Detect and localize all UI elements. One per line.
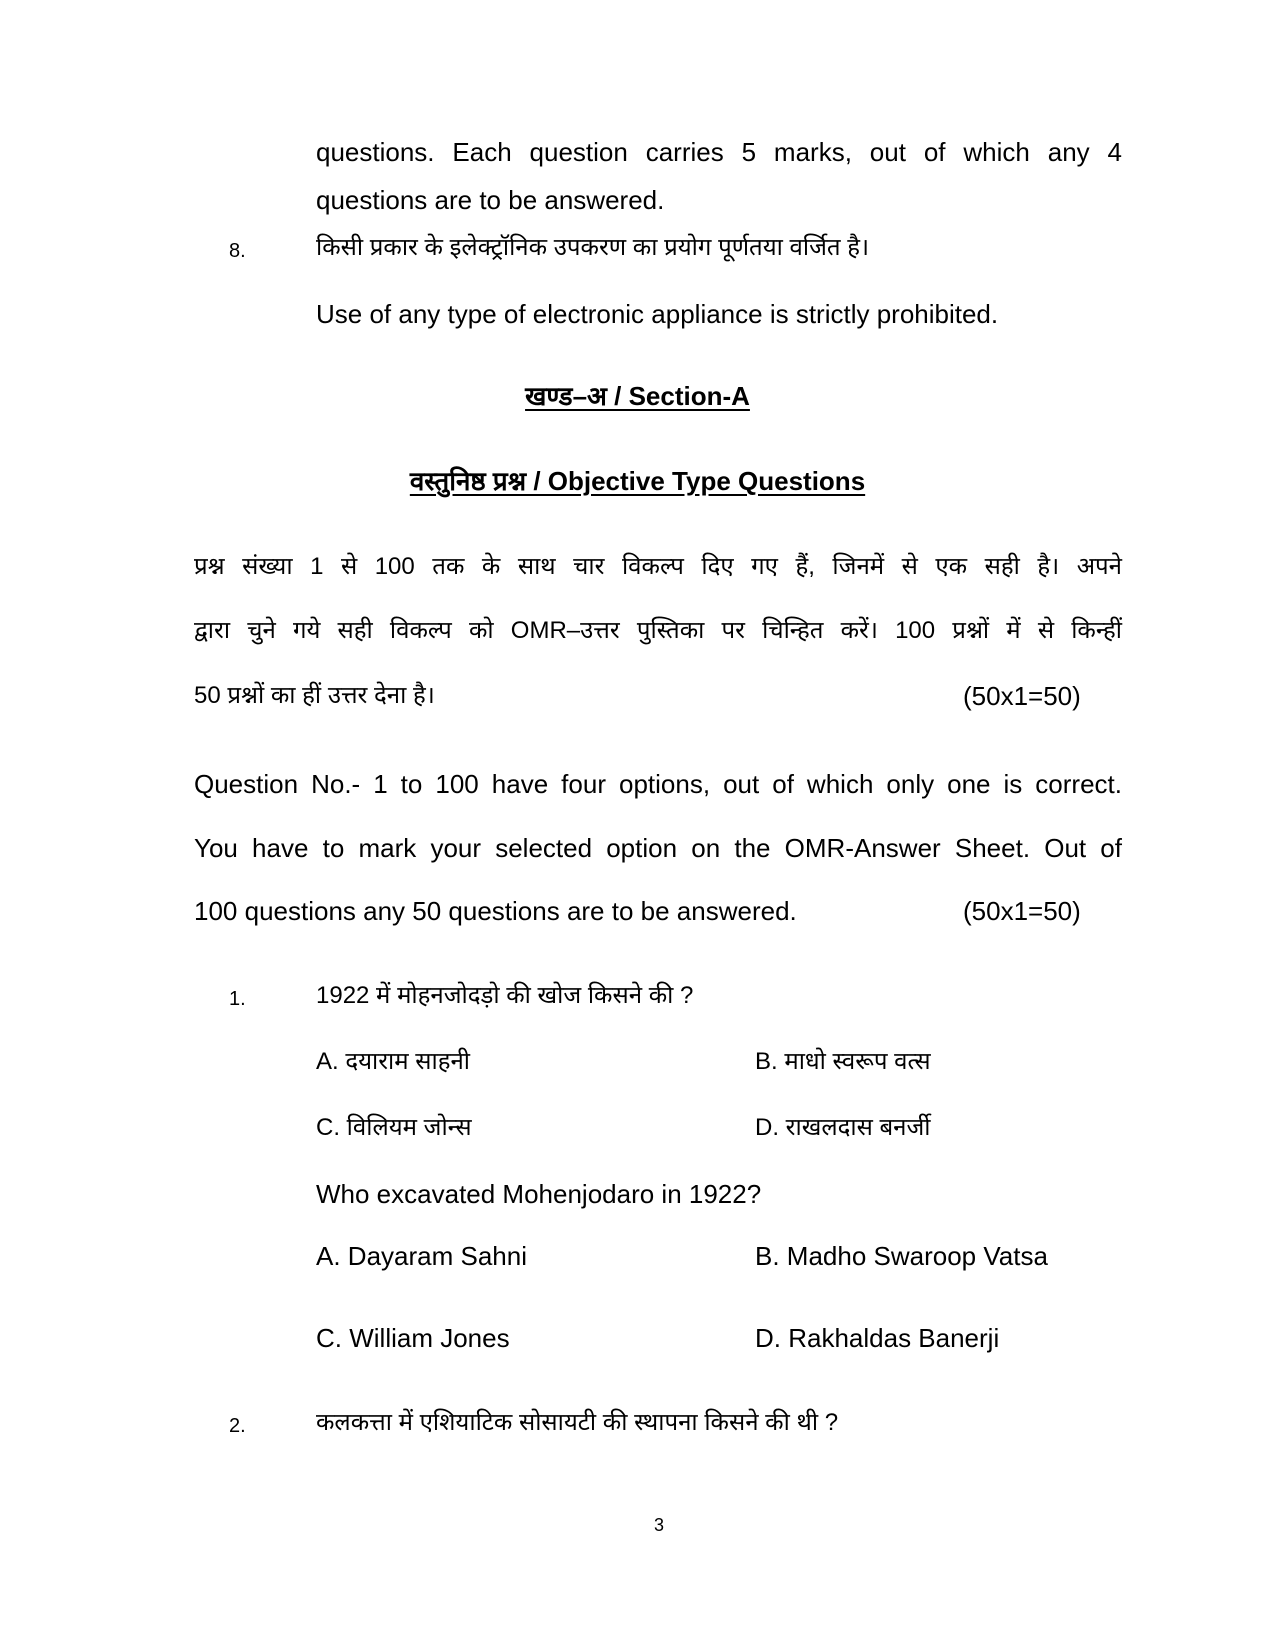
directions-english-line3: 100 questions any 50 questions are to be answered. (194, 896, 797, 926)
instruction-continuation-line1: questions. Each question carries 5 marks, out of which any 4 (316, 137, 1122, 167)
question-1-hindi-option-b: B. माधो स्वरूप वत्स (755, 1048, 931, 1075)
section-subheading (0, 465, 1275, 497)
page-number: 3 (653, 1515, 664, 1535)
directions-hindi-marks: (50x1=50) (963, 681, 1081, 711)
question-1-english-option-b: B. Madho Swaroop Vatsa (755, 1241, 1048, 1271)
question-1-hindi-option-c: C. विलियम जोन्स (316, 1114, 472, 1141)
question-2-number: 2. (229, 1415, 246, 1437)
question-1-english-option-c: C. William Jones (316, 1323, 510, 1353)
instruction-hindi: किसी प्रकार के इलेक्ट्रॉनिक उपकरण का प्रयोग पूर्णतया वर्जित है। (316, 234, 870, 261)
question-2-hindi: कलकत्ता में एशियाटिक सोसायटी की स्थापना किसने की थी ? (316, 1409, 839, 1436)
question-1-hindi: 1922 में मोहनजोदड़ो की खोज किसने की ? (316, 982, 694, 1009)
question-1-english-option-a: A. Dayaram Sahni (316, 1241, 527, 1271)
directions-hindi-line2: द्वारा चुने गये सही विकल्प को OMR–उत्तर पुस्तिका पर चिन्हित करें। 100 प्रश्नों में से किन्हीं (194, 617, 1122, 644)
question-1-english: Who excavated Mohenjodaro in 1922? (316, 1179, 762, 1209)
directions-hindi-line1: प्रश्न संख्या 1 से 100 तक के साथ चार विकल्प दिए गए हैं, जिनमें से एक सही है। अपने (194, 553, 1122, 580)
section-heading (0, 380, 1275, 412)
instruction-number: 8. (229, 240, 246, 262)
instruction-english: Use of any type of electronic appliance is strictly prohibited. (316, 299, 999, 329)
question-1-number: 1. (229, 988, 246, 1010)
directions-english-line2: You have to mark your selected option on the OMR-Answer Sheet. Out of (194, 833, 1122, 863)
question-1-english-option-d: D. Rakhaldas Banerji (755, 1323, 1000, 1353)
directions-english-marks: (50x1=50) (963, 896, 1081, 926)
directions-hindi-line3: 50 प्रश्नों का हीं उत्तर देना है। (194, 682, 435, 709)
instruction-continuation-line2: questions are to be answered. (316, 185, 665, 215)
section-heading-text: खण्ड–अ / Section-A (525, 381, 750, 411)
question-1-hindi-option-a: A. दयाराम साहनी (316, 1048, 470, 1075)
question-1-hindi-option-d: D. राखलदास बनर्जी (755, 1114, 931, 1141)
section-subheading-text: वस्तुनिष्ठ प्रश्न / Objective Type Questions (409, 466, 866, 496)
directions-english-line1: Question No.- 1 to 100 have four options, out of which only one is correct. (194, 769, 1122, 799)
